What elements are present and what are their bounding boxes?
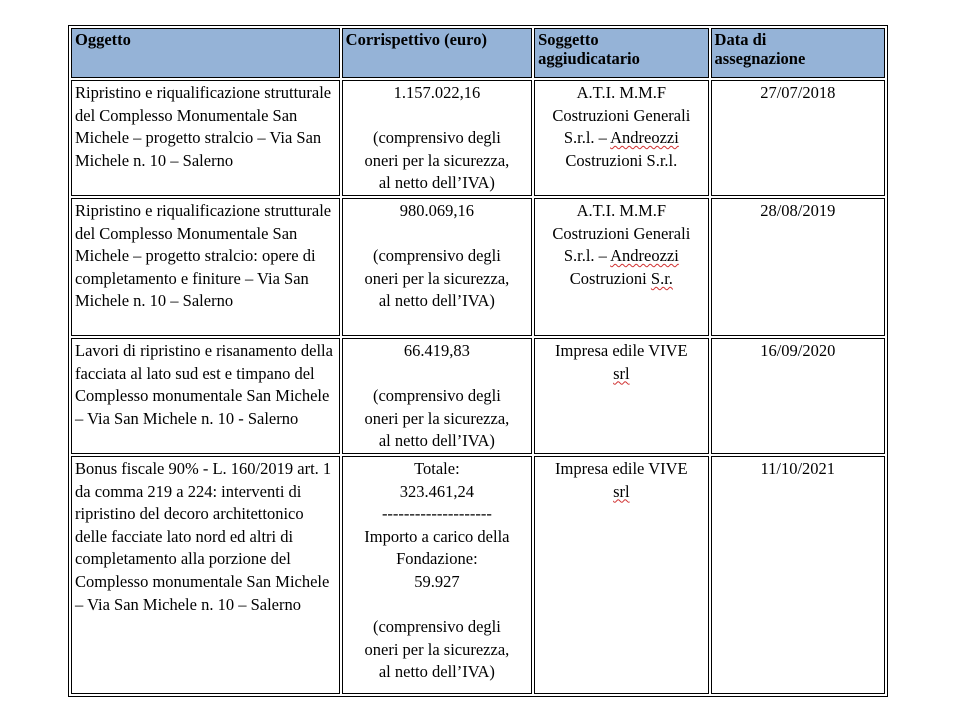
header-data	[711, 28, 885, 78]
note-line: oneri per la sicurezza,	[364, 150, 510, 170]
cell-corrispettivo	[342, 338, 532, 454]
cell-soggetto	[534, 198, 708, 336]
cell-corrispettivo	[342, 80, 532, 196]
header-data-line1: Data di	[714, 30, 767, 49]
soggetto-line	[538, 363, 704, 386]
amount: 66.419,83	[403, 341, 470, 360]
soggetto-line	[538, 150, 704, 173]
spellcheck-word: Andreozzi	[610, 128, 679, 148]
note-line: (comprensivo degli	[372, 617, 501, 637]
amount: 323.461,24	[399, 481, 475, 501]
separator: --------------------	[381, 504, 492, 524]
note-line: al netto dell’IVA)	[378, 173, 495, 193]
cell-soggetto	[534, 456, 708, 694]
header-soggetto-line1: Soggetto	[538, 30, 599, 49]
spellcheck-word: S.r.	[650, 268, 673, 288]
soggetto-prefix: S.r.l. –	[563, 246, 611, 266]
fondazione-line: Importo a carico della	[364, 526, 510, 546]
note-line: al netto dell’IVA)	[378, 662, 495, 682]
contracts-table	[68, 25, 888, 697]
cell-oggetto: Ripristino e riqualificazione strutturale del Complesso Monumentale San Michele – progetto stralcio: opere di completamento e finiture – Via San Michele n. 10 – Salerno	[71, 198, 340, 336]
soggetto-line: A.T.I. M.M.F	[576, 201, 667, 220]
header-oggetto: Oggetto	[71, 28, 340, 78]
cell-oggetto: Ripristino e riqualificazione strutturale del Complesso Monumentale San Michele – progetto stralcio – Via San Michele n. 10 – Salerno	[71, 80, 340, 196]
soggetto-line: Costruzioni Generali	[552, 223, 691, 243]
cell-soggetto	[534, 338, 708, 454]
spacer	[346, 105, 528, 128]
note-line: al netto dell’IVA)	[378, 291, 495, 311]
spacer	[346, 223, 528, 246]
note-line: oneri per la sicurezza,	[364, 639, 510, 659]
header-soggetto	[534, 28, 708, 78]
cell-corrispettivo	[342, 198, 532, 336]
soggetto-text: Costruzioni S.r.l.	[565, 150, 678, 170]
table-row	[71, 338, 885, 454]
fondazione-amount: 59.927	[414, 571, 460, 591]
cell-data: 16/09/2020	[711, 338, 885, 454]
note-line: al netto dell’IVA)	[378, 431, 495, 451]
spellcheck-word: srl	[613, 481, 630, 501]
soggetto-line	[538, 268, 704, 291]
header-corrispettivo: Corrispettivo (euro)	[342, 28, 532, 78]
cell-oggetto: Lavori di ripristino e risanamento della facciata al lato sud est e timpano del Complesso monumentale San Michele – Via San Michele n. 10 - Salerno	[71, 338, 340, 454]
note-line: (comprensivo degli	[372, 246, 501, 266]
note-line: oneri per la sicurezza,	[364, 408, 510, 428]
amount: 980.069,16	[399, 201, 475, 220]
cell-data: 28/08/2019	[711, 198, 885, 336]
note-line: oneri per la sicurezza,	[364, 268, 510, 288]
soggetto-line: Impresa edile VIVE	[555, 341, 688, 360]
soggetto-line: Impresa edile VIVE	[555, 459, 688, 478]
cell-soggetto	[534, 80, 708, 196]
soggetto-text: Costruzioni	[569, 268, 651, 288]
cell-oggetto: Bonus fiscale 90% - L. 160/2019 art. 1 da comma 219 a 224: interventi di ripristino del decoro architettonico delle facciate lato nord ed altri di completamento alla porzione del Complesso monumentale San Michele – Via San Michele n. 10 – Salerno	[71, 456, 340, 694]
soggetto-line: A.T.I. M.M.F	[576, 83, 667, 102]
header-row	[71, 28, 885, 78]
spacer	[346, 363, 528, 386]
soggetto-line	[538, 127, 704, 150]
cell-data: 27/07/2018	[711, 80, 885, 196]
table-row	[71, 456, 885, 694]
note-line: (comprensivo degli	[372, 128, 501, 148]
total-label: Totale:	[414, 459, 460, 478]
header-soggetto-line2: aggiudicatario	[538, 49, 640, 68]
cell-corrispettivo	[342, 456, 532, 694]
table-row	[71, 198, 885, 336]
soggetto-line	[538, 481, 704, 504]
cell-data: 11/10/2021	[711, 456, 885, 694]
spellcheck-word: Andreozzi	[610, 246, 679, 266]
header-data-line2: assegnazione	[714, 49, 806, 68]
spellcheck-word: srl	[613, 363, 630, 383]
soggetto-line: Costruzioni Generali	[552, 105, 691, 125]
soggetto-line	[538, 245, 704, 268]
amount: 1.157.022,16	[393, 83, 481, 102]
spacer	[346, 594, 528, 617]
note-line: (comprensivo degli	[372, 386, 501, 406]
table-row	[71, 80, 885, 196]
fondazione-line: Fondazione:	[396, 549, 478, 569]
soggetto-prefix: S.r.l. –	[563, 128, 611, 148]
